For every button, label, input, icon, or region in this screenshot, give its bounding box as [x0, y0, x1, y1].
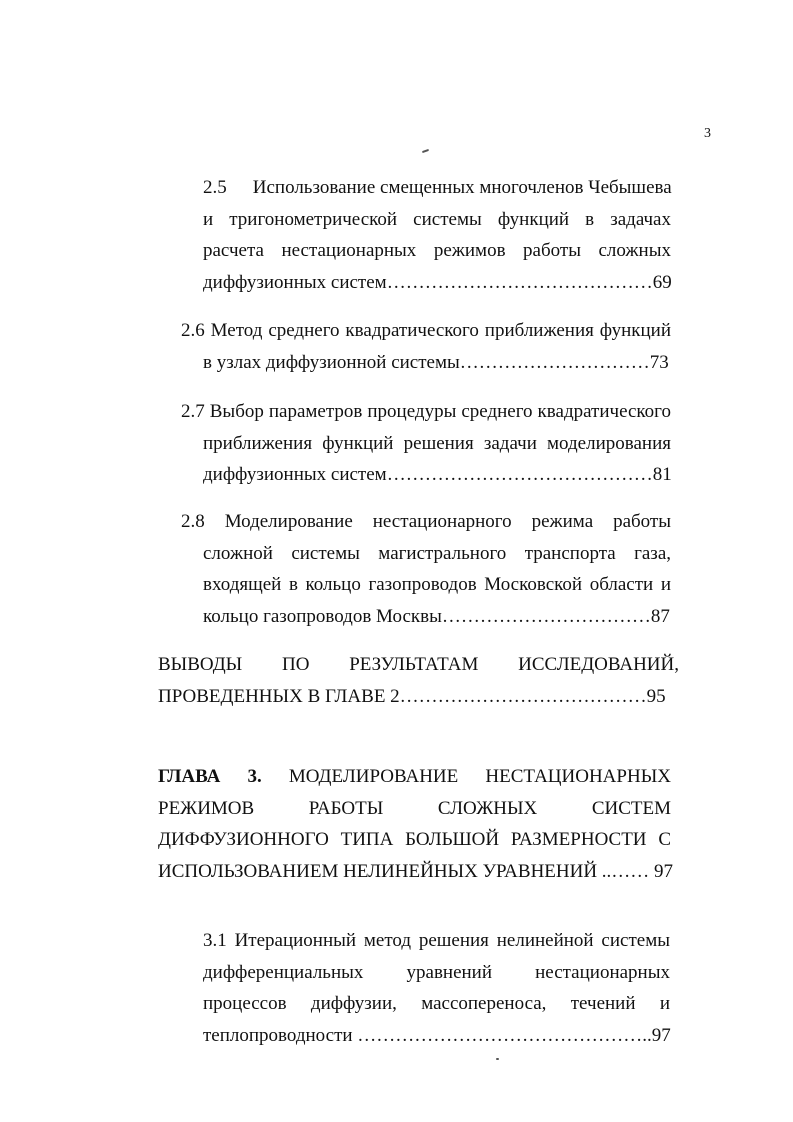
toc-chapter-line: РЕЖИМОВ РАБОТЫ СЛОЖНЫХ СИСТЕМ: [158, 797, 671, 819]
toc-entry-line: входящей в кольцо газопроводов Московской области и: [203, 574, 671, 595]
toc-entry-line: ПРОВЕДЕННЫХ В ГЛАВЕ 2…………………………………95: [158, 685, 666, 707]
toc-chapter-line: ИСПОЛЬЗОВАНИЕМ НЕЛИНЕЙНЫХ УРАВНЕНИЙ ..…… 97: [158, 860, 674, 882]
toc-chapter-line: ДИФФУЗИОННОГО ТИПА БОЛЬШОЙ РАЗМЕРНОСТИ С: [158, 829, 671, 850]
toc-entry-line: 2.5 Использование смещенных многочленов Чебышева: [203, 177, 672, 198]
toc-entry-line: 2.8 Моделирование нестационарного режима работы: [181, 511, 671, 532]
toc-entry-2-5: [203, 172, 671, 298]
toc-entry-line: кольцо газопроводов Москвы……………………………87: [203, 605, 670, 627]
toc-entry-2-6: [181, 315, 671, 378]
toc-entry-line: 3.1 Итерационный метод решения нелинейной системы: [203, 930, 670, 951]
toc-entry-line: теплопроводности ………………………………………..97: [203, 1024, 671, 1046]
toc-entry-line: 2.7 Выбор параметров процедуры среднего квадратического: [181, 401, 671, 422]
toc-chapter-3: [158, 761, 674, 887]
toc-entry-line: сложной системы магистрального транспорта газа,: [203, 542, 671, 564]
scan-speck: [422, 149, 429, 153]
toc-entry-3-1: [203, 925, 670, 1051]
toc-entry-line: 2.6 Метод среднего квадратического приближения функций: [181, 320, 671, 341]
toc-chapter-line: ГЛАВА 3. МОДЕЛИРОВАНИЕ НЕСТАЦИОНАРНЫХ: [158, 766, 671, 787]
toc-entry-2-7: [181, 396, 671, 491]
toc-conclusions-chapter-2: [158, 649, 679, 712]
toc-entry-line: диффузионных систем……………………………………69: [203, 271, 672, 293]
toc-entry-line: дифференциальных уравнений нестационарных: [203, 961, 670, 983]
toc-entry-number: 2.5: [203, 177, 227, 198]
toc-entry-line: и тригонометрической системы функций в задачах: [203, 208, 671, 230]
page-number: 3: [704, 126, 711, 141]
toc-entry-line: процессов диффузии, массопереноса, течений и: [203, 993, 670, 1014]
toc-entry-line: расчета нестационарных режимов работы сложных: [203, 240, 671, 261]
chapter-label: ГЛАВА 3.: [158, 766, 262, 787]
toc-entry-line: ВЫВОДЫ ПО РЕЗУЛЬТАТАМ ИССЛЕДОВАНИЙ,: [158, 654, 679, 675]
toc-entry-line: в узлах диффузионной системы…………………………73: [203, 351, 669, 373]
toc-entry-line: диффузионных систем……………………………………81: [203, 464, 672, 485]
scan-speck: [496, 1058, 499, 1060]
toc-entry-line: приближения функций решения задачи моделирования: [203, 432, 671, 454]
toc-entry-2-8: [181, 506, 671, 632]
